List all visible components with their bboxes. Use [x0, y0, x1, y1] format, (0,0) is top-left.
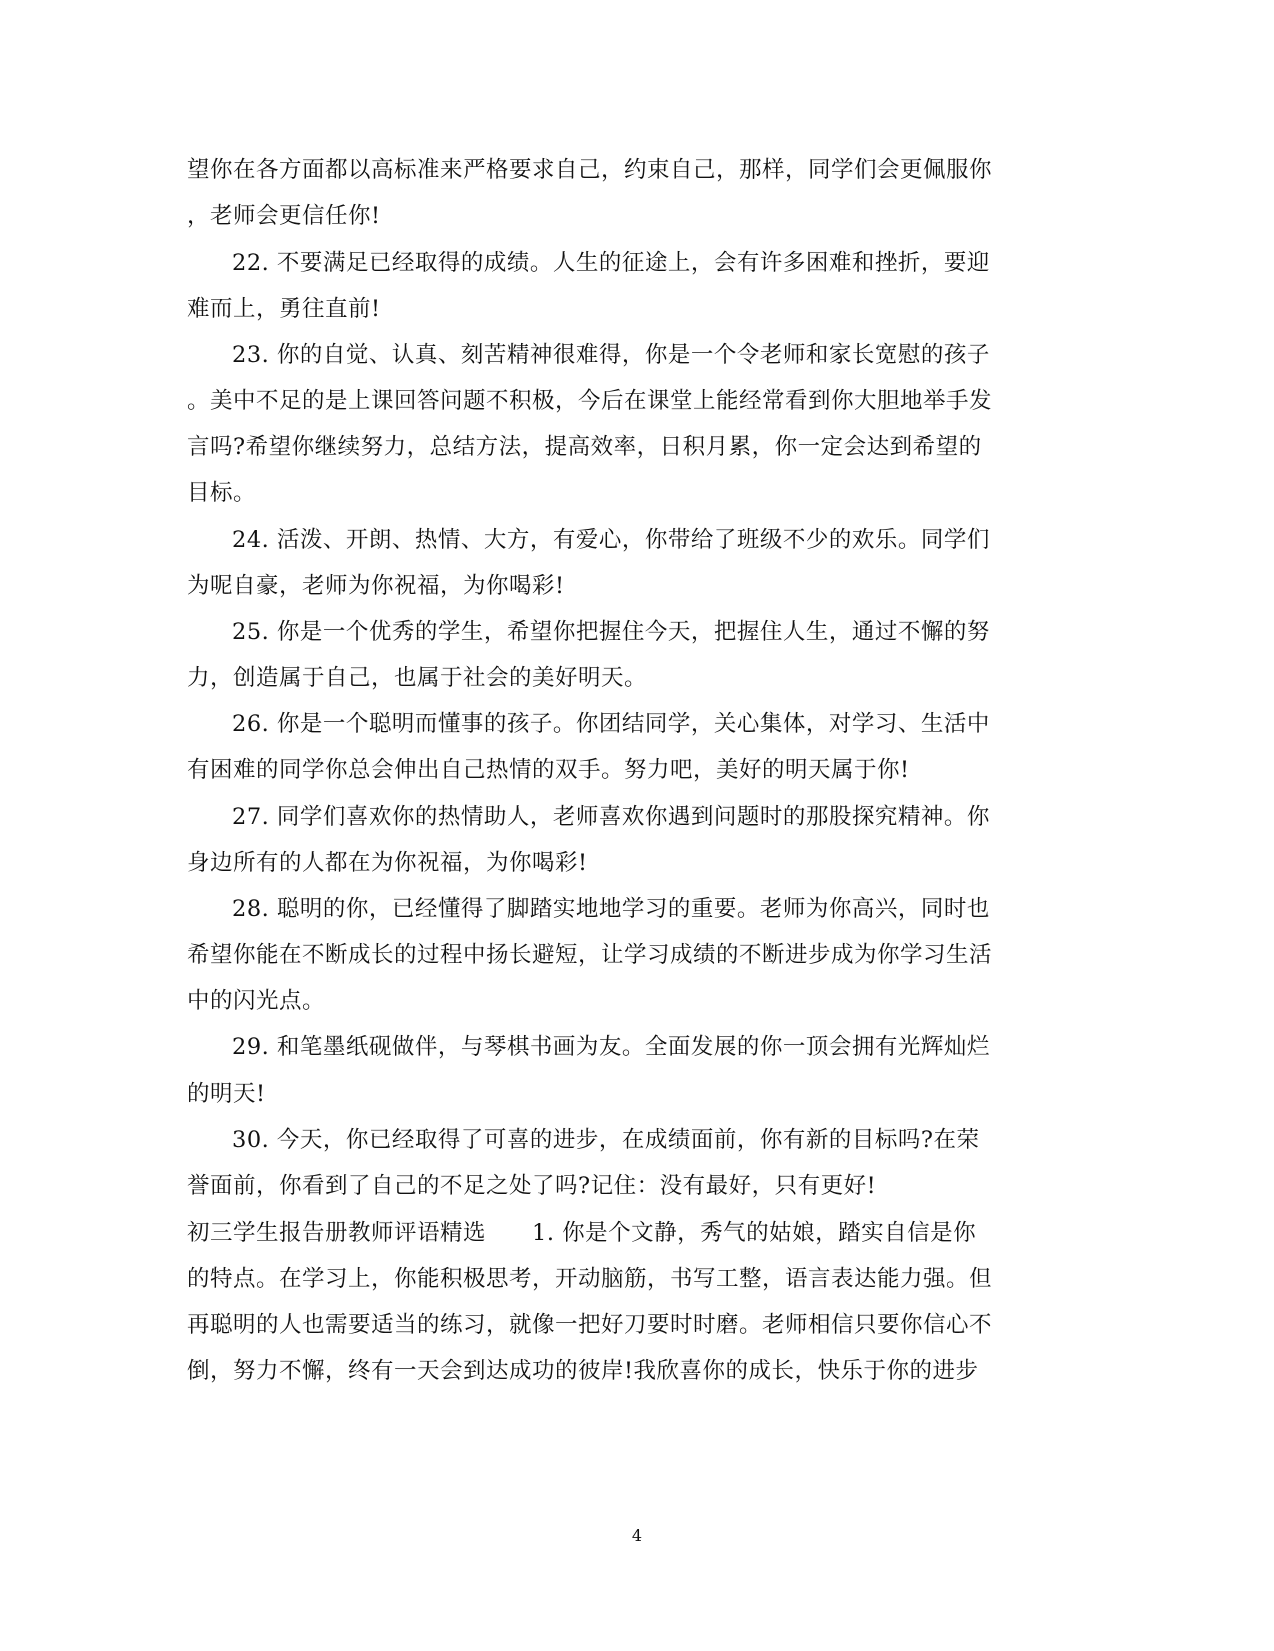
text-line: 27. 同学们喜欢你的热情助人，老师喜欢你遇到问题时的那股探究精神。你 — [232, 804, 990, 830]
text-line: 28. 聪明的你，已经懂得了脚踏实地地学习的重要。老师为你高兴，同时也 — [232, 896, 990, 922]
text-line: 难而上，勇往直前! — [187, 296, 381, 322]
text-line: 29. 和笔墨纸砚做伴，与琴棋书画为友。全面发展的你一顶会拥有光辉灿烂 — [232, 1034, 990, 1060]
text-line: 倒，努力不懈，终有一天会到达成功的彼岸!我欣喜你的成长，快乐于你的进步 — [187, 1358, 979, 1384]
text-line: 。美中不足的是上课回答问题不积极，今后在课堂上能经常看到你大胆地举手发 — [187, 388, 993, 414]
text-line: 26. 你是一个聪明而懂事的孩子。你团结同学，关心集体，对学习、生活中 — [232, 711, 990, 737]
text-line: 言吗?希望你继续努力，总结方法，提高效率，日积月累，你一定会达到希望的 — [187, 434, 982, 460]
text-line: 30. 今天，你已经取得了可喜的进步，在成绩面前，你有新的目标吗?在荣 — [232, 1127, 980, 1153]
text-line: 的明天! — [187, 1081, 266, 1107]
text-line: 身边所有的人都在为你祝福，为你喝彩! — [187, 850, 588, 876]
text-line: 的特点。在学习上，你能积极思考，开动脑筋，书写工整，语言表达能力强。但 — [187, 1266, 993, 1292]
text-line: 22. 不要满足已经取得的成绩。人生的征途上，会有许多困难和挫折，要迎 — [232, 250, 990, 276]
text-line: 誉面前，你看到了自己的不足之处了吗?记住：没有最好，只有更好! — [187, 1173, 877, 1199]
text-line: 有困难的同学你总会伸出自己热情的双手。努力吧，美好的明天属于你! — [187, 757, 910, 783]
page-number: 4 — [631, 1526, 643, 1545]
text-line: 再聪明的人也需要适当的练习，就像一把好刀要时时磨。老师相信只要你信心不 — [187, 1312, 993, 1338]
text-line: 初三学生报告册教师评语精选 1. 你是个文静，秀气的姑娘，踏实自信是你 — [187, 1220, 977, 1246]
text-line: 25. 你是一个优秀的学生，希望你把握住今天，把握住人生，通过不懈的努 — [232, 619, 990, 645]
text-line: 23. 你的自觉、认真、刻苦精神很难得，你是一个令老师和家长宽慰的孩子 — [232, 342, 990, 368]
text-line: 力，创造属于自己，也属于社会的美好明天。 — [187, 665, 648, 691]
text-line: ，老师会更信任你! — [187, 203, 381, 229]
text-line: 24. 活泼、开朗、热情、大方，有爱心，你带给了班级不少的欢乐。同学们 — [232, 527, 990, 553]
text-line: 望你在各方面都以高标准来严格要求自己，约束自己，那样，同学们会更佩服你 — [187, 157, 993, 183]
text-line: 中的闪光点。 — [187, 988, 326, 1014]
text-line: 希望你能在不断成长的过程中扬长避短，让学习成绩的不断进步成为你学习生活 — [187, 942, 993, 968]
text-line: 为呢自豪，老师为你祝福，为你喝彩! — [187, 573, 565, 599]
text-line: 目标。 — [187, 480, 257, 506]
